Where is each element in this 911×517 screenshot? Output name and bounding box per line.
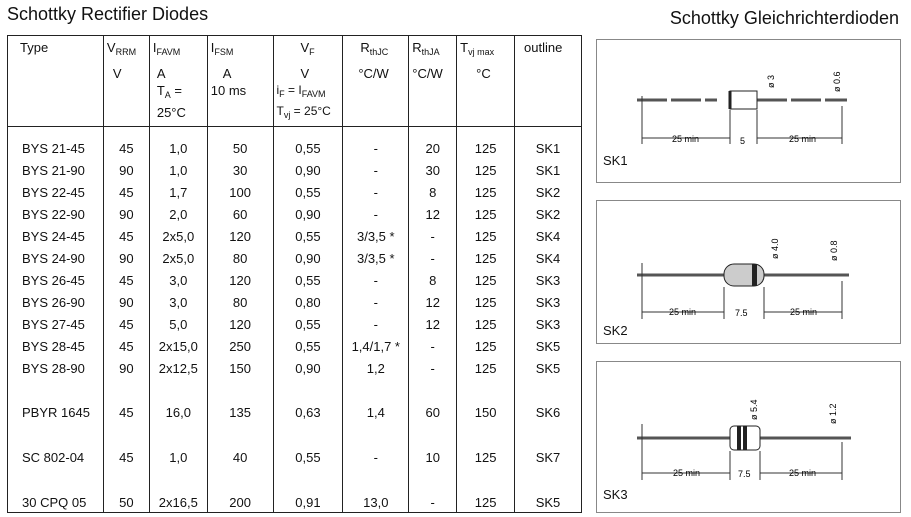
- table-row: [8, 291, 582, 313]
- cell-vrrm: 90: [103, 357, 149, 379]
- cell-rthja: -: [409, 247, 457, 269]
- cell-ifsm: 30: [207, 159, 273, 181]
- cell-type: BYS 21-90: [22, 162, 85, 178]
- cell-ifsm: 120: [207, 269, 273, 291]
- cell-rthja: 8: [409, 269, 457, 291]
- cell-rthjc: 1,2: [343, 357, 409, 379]
- cell-vf: 0,55: [273, 181, 343, 203]
- cell-type: BYS 22-45: [22, 184, 85, 200]
- cell-type: BYS 24-45: [22, 228, 85, 244]
- table-row: [8, 424, 582, 469]
- sk1-body-len: 5: [740, 136, 746, 146]
- package-panel-sk1: [596, 39, 901, 183]
- sk2-lead-right: 25 min: [790, 307, 818, 317]
- cell-ifavm: 1,7: [149, 181, 207, 203]
- sk3-body-len: 7.5: [738, 469, 751, 479]
- cell-rthja: 12: [409, 291, 457, 313]
- cell-rthjc: -: [343, 291, 409, 313]
- cell-tvj: 125: [457, 424, 515, 469]
- cell-rthjc: 3/3,5 *: [343, 225, 409, 247]
- cell-vrrm: 45: [103, 313, 149, 335]
- cell-outline: SK6: [515, 379, 582, 424]
- cell-ifavm: 2x5,0: [149, 247, 207, 269]
- cell-ifavm: 16,0: [149, 379, 207, 424]
- cell-rthjc: 1,4/1,7 *: [343, 335, 409, 357]
- col-vf: $V_F$ V $i_F = I_{FAVM}$ $T_{vj} = 25^\circ C$: [273, 36, 343, 127]
- col-vrrm: $V_{RRM}$ V: [103, 36, 149, 127]
- cell-outline: SK5: [515, 357, 582, 379]
- cell-ifavm: 2x12,5: [149, 357, 207, 379]
- cell-outline: SK4: [515, 247, 582, 269]
- col-ifsm: $I_{FSM}$ A 10 ms: [207, 36, 273, 127]
- cell-rthja: 12: [409, 313, 457, 335]
- cell-ifsm: 50: [207, 127, 273, 160]
- cell-outline: SK1: [515, 159, 582, 181]
- cell-outline: SK3: [515, 269, 582, 291]
- cell-vrrm: 45: [103, 424, 149, 469]
- cell-ifavm: 2,0: [149, 203, 207, 225]
- cell-outline: SK2: [515, 203, 582, 225]
- sk2-lead-left: 25 min: [669, 307, 697, 317]
- cell-vf: 0,90: [273, 357, 343, 379]
- cell-rthja: -: [409, 357, 457, 379]
- sk2-lead-dia: ø 0.8: [829, 240, 839, 261]
- cell-outline: SK2: [515, 181, 582, 203]
- cell-vf: 0,90: [273, 159, 343, 181]
- cell-tvj: 125: [457, 203, 515, 225]
- cell-tvj: 125: [457, 225, 515, 247]
- cell-tvj: 125: [457, 127, 515, 160]
- cell-tvj: 125: [457, 269, 515, 291]
- sk3-lead-left: 25 min: [673, 468, 701, 478]
- cell-tvj: 125: [457, 335, 515, 357]
- sk1-label: SK1: [603, 153, 628, 168]
- cell-rthjc: 13,0: [343, 469, 409, 513]
- cell-rthja: -: [409, 335, 457, 357]
- col-tvj: $T_{vj max}$ °C: [457, 36, 515, 127]
- table-row: [8, 159, 582, 181]
- table-row: [8, 469, 582, 513]
- cell-ifavm: 3,0: [149, 291, 207, 313]
- cell-rthjc: -: [343, 159, 409, 181]
- sk1-outline-drawing: [597, 40, 900, 182]
- cell-vf: 0,55: [273, 335, 343, 357]
- col-type: Type: [20, 40, 49, 55]
- cell-type: PBYR 1645: [22, 405, 90, 420]
- diode-spec-table: [7, 35, 582, 513]
- cell-outline: SK5: [515, 469, 582, 513]
- cell-outline: SK3: [515, 291, 582, 313]
- page-title-german: Schottky Gleichrichterdioden: [669, 8, 899, 28]
- cell-ifsm: 60: [207, 203, 273, 225]
- col-rthja: $R_{thJA}$ °C/W: [409, 36, 457, 127]
- cell-type: BYS 26-90: [22, 294, 85, 310]
- cell-rthjc: 1,4: [343, 379, 409, 424]
- table-row: [8, 127, 582, 160]
- cell-vf: 0,55: [273, 424, 343, 469]
- cell-vf: 0,90: [273, 247, 343, 269]
- cell-ifavm: 2x5,0: [149, 225, 207, 247]
- col-ifavm: $I_{FAVM}$ A $T_A$ = 25°C: [149, 36, 207, 127]
- cell-ifsm: 135: [207, 379, 273, 424]
- cell-outline: SK7: [515, 424, 582, 469]
- cell-rthja: -: [409, 469, 457, 513]
- cell-vrrm: 45: [103, 269, 149, 291]
- cell-rthjc: -: [343, 269, 409, 291]
- cell-vrrm: 45: [103, 379, 149, 424]
- cell-type: BYS 22-90: [22, 206, 85, 222]
- cell-vf: 0,55: [273, 313, 343, 335]
- cell-rthja: 60: [409, 379, 457, 424]
- cell-tvj: 125: [457, 247, 515, 269]
- cell-ifsm: 120: [207, 225, 273, 247]
- cell-type: BYS 26-45: [22, 272, 85, 288]
- sk3-label: SK3: [603, 487, 628, 502]
- cell-vf: 0,55: [273, 127, 343, 160]
- col-outline: outline: [515, 36, 582, 127]
- cell-ifavm: 2x16,5: [149, 469, 207, 513]
- cell-ifavm: 5,0: [149, 313, 207, 335]
- cell-rthjc: 3/3,5 *: [343, 247, 409, 269]
- table-row: [8, 357, 582, 379]
- sk2-body-dia: ø 4.0: [770, 238, 780, 259]
- table-row: [8, 379, 582, 424]
- cell-outline: SK5: [515, 335, 582, 357]
- table-row: [8, 313, 582, 335]
- cell-ifsm: 40: [207, 424, 273, 469]
- table-row: [8, 203, 582, 225]
- cell-rthjc: -: [343, 424, 409, 469]
- sk1-body-dia: ø 3: [766, 74, 776, 88]
- package-panel-sk2: [596, 200, 901, 344]
- cell-type: BYS 28-45: [22, 338, 85, 354]
- cell-tvj: 125: [457, 291, 515, 313]
- cell-tvj: 150: [457, 379, 515, 424]
- cell-outline: SK4: [515, 225, 582, 247]
- cell-ifavm: 1,0: [149, 159, 207, 181]
- sk3-lead-dia: ø 1.2: [828, 403, 838, 424]
- table-row: [8, 225, 582, 247]
- sk2-outline-drawing: [597, 201, 900, 343]
- cell-type: SC 802-04: [22, 450, 85, 465]
- page-title: Schottky Rectifier Diodes: [7, 4, 209, 24]
- cell-ifsm: 150: [207, 357, 273, 379]
- cell-tvj: 125: [457, 469, 515, 513]
- cell-tvj: 125: [457, 181, 515, 203]
- cell-vf: 0,91: [273, 469, 343, 513]
- cell-rthjc: -: [343, 181, 409, 203]
- cell-type: BYS 24-90: [22, 250, 85, 266]
- cell-ifsm: 200: [207, 469, 273, 513]
- cell-type: 30 CPQ 05: [22, 495, 87, 510]
- cell-vrrm: 45: [103, 225, 149, 247]
- cell-vrrm: 45: [103, 127, 149, 160]
- cell-ifavm: 1,0: [149, 127, 207, 160]
- sk3-lead-right: 25 min: [789, 468, 817, 478]
- cell-rthja: 12: [409, 203, 457, 225]
- cell-rthjc: -: [343, 127, 409, 160]
- cell-vrrm: 90: [103, 159, 149, 181]
- cell-vf: 0,90: [273, 203, 343, 225]
- cell-rthjc: -: [343, 203, 409, 225]
- cell-ifavm: 3,0: [149, 269, 207, 291]
- package-panel-sk3: [596, 361, 901, 513]
- col-rthjc: $R_{thJC}$ °C/W: [343, 36, 409, 127]
- sk2-label: SK2: [603, 323, 628, 338]
- cell-ifsm: 80: [207, 291, 273, 313]
- cell-ifavm: 1,0: [149, 424, 207, 469]
- cell-rthja: -: [409, 225, 457, 247]
- cell-vf: 0,55: [273, 269, 343, 291]
- cell-tvj: 125: [457, 159, 515, 181]
- cell-rthja: 30: [409, 159, 457, 181]
- cell-ifsm: 250: [207, 335, 273, 357]
- table-row: [8, 269, 582, 291]
- cell-type: BYS 27-45: [22, 316, 85, 332]
- cell-vrrm: 90: [103, 291, 149, 313]
- cell-ifsm: 80: [207, 247, 273, 269]
- cell-vf: 0,80: [273, 291, 343, 313]
- cell-vrrm: 50: [103, 469, 149, 513]
- cell-ifavm: 2x15,0: [149, 335, 207, 357]
- cell-vrrm: 45: [103, 335, 149, 357]
- cell-type: BYS 21-45: [22, 140, 85, 156]
- table-row: [8, 335, 582, 357]
- cell-rthja: 10: [409, 424, 457, 469]
- cell-vrrm: 90: [103, 203, 149, 225]
- cell-tvj: 125: [457, 313, 515, 335]
- sk1-lead-dia: ø 0.6: [832, 71, 842, 92]
- cell-vf: 0,63: [273, 379, 343, 424]
- sk2-body-len: 7.5: [735, 308, 748, 318]
- sk1-lead-left: 25 min: [672, 134, 700, 144]
- cell-ifsm: 100: [207, 181, 273, 203]
- cell-rthjc: -: [343, 313, 409, 335]
- table-row: [8, 181, 582, 203]
- cell-rthja: 8: [409, 181, 457, 203]
- cell-type: BYS 28-90: [22, 360, 85, 376]
- cell-vrrm: 45: [103, 181, 149, 203]
- cell-outline: SK3: [515, 313, 582, 335]
- cell-outline: SK1: [515, 127, 582, 160]
- cell-ifsm: 120: [207, 313, 273, 335]
- sk3-body-dia: ø 5.4: [749, 399, 759, 420]
- cell-tvj: 125: [457, 357, 515, 379]
- cell-rthja: 20: [409, 127, 457, 160]
- cell-vf: 0,55: [273, 225, 343, 247]
- cell-vrrm: 90: [103, 247, 149, 269]
- sk3-outline-drawing: [597, 362, 900, 512]
- table-row: [8, 247, 582, 269]
- sk1-lead-right: 25 min: [789, 134, 817, 144]
